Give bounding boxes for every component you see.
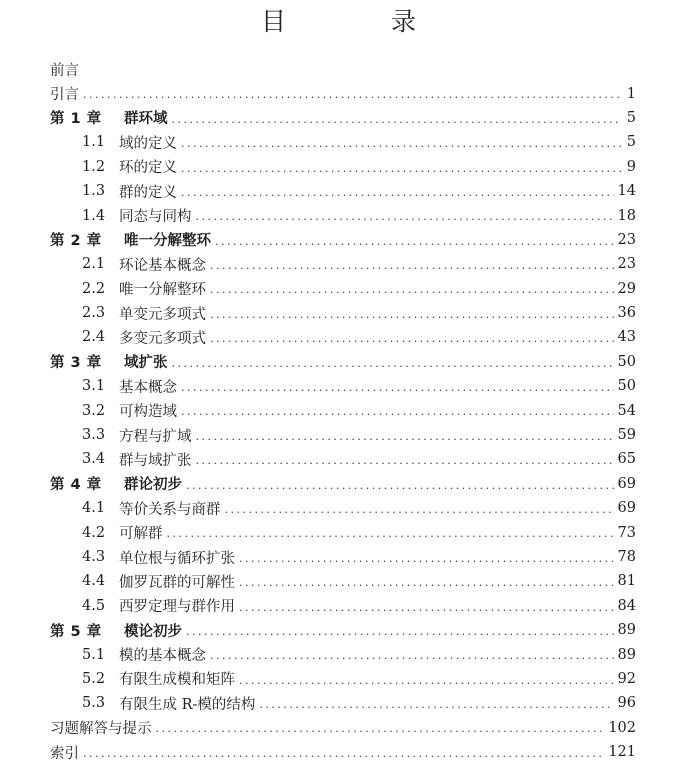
- dot-leader: [210, 282, 614, 297]
- page-number: 59: [617, 427, 636, 444]
- chapter-number: 第 2 章: [50, 233, 102, 250]
- section-number: 3.2: [82, 402, 106, 419]
- entry-title: 可解群: [119, 526, 163, 543]
- toc-section-entry[interactable]: [50, 667, 636, 691]
- dot-leader: [181, 185, 614, 200]
- toc-entry[interactable]: [50, 81, 636, 105]
- section-number: 4.5: [82, 597, 106, 614]
- dot-leader: [181, 380, 614, 395]
- dot-leader: [215, 234, 614, 249]
- dot-leader: [225, 502, 614, 517]
- page-number: 89: [617, 622, 636, 639]
- page-number: 23: [617, 256, 636, 273]
- page-number: 69: [617, 500, 636, 517]
- entry-title: 索引: [50, 745, 79, 762]
- dot-leader: [239, 600, 614, 615]
- chapter-number: 第 5 章: [50, 623, 102, 640]
- page-number: 69: [617, 475, 636, 492]
- section-number: 1.4: [82, 207, 106, 224]
- dot-leader: [156, 721, 605, 736]
- entry-title: 唯一分解整环: [119, 282, 206, 299]
- entry-title: 环的定义: [119, 160, 177, 177]
- entry-title: 习题解答与提示: [50, 721, 152, 738]
- toc-chapter-entry[interactable]: [50, 228, 636, 252]
- dot-leader: [259, 697, 613, 712]
- entry-title: 模论初步: [124, 623, 182, 640]
- entry-title: 单位根与循环扩张: [119, 550, 235, 567]
- chapter-number: 第 3 章: [50, 355, 102, 372]
- toc-section-entry[interactable]: [50, 130, 636, 154]
- page-number: 65: [617, 451, 636, 468]
- page-number: 9: [626, 158, 636, 175]
- toc-section-entry[interactable]: [50, 520, 636, 544]
- dot-leader: [83, 746, 604, 761]
- toc-section-entry[interactable]: [50, 569, 636, 593]
- toc-section-entry[interactable]: [50, 423, 636, 447]
- section-number: 2.4: [82, 329, 106, 346]
- entry-title: 单变元多项式: [119, 306, 206, 323]
- entry-title: 引言: [50, 87, 79, 104]
- entry-title: 等价关系与商群: [119, 501, 221, 518]
- entry-title: 群的定义: [119, 184, 177, 201]
- toc-section-entry[interactable]: [50, 691, 636, 715]
- section-number: 3.4: [82, 451, 106, 468]
- dot-leader: [210, 258, 614, 273]
- dot-leader: [186, 624, 614, 639]
- dot-leader: [196, 429, 614, 444]
- dot-leader: [196, 209, 614, 224]
- dot-leader: [181, 404, 614, 419]
- entry-title: 模的基本概念: [119, 648, 206, 665]
- dot-leader: [239, 551, 614, 566]
- section-number: 2.2: [82, 280, 106, 297]
- dot-leader: [181, 136, 622, 151]
- page-number: 73: [617, 524, 636, 541]
- toc-entry[interactable]: [50, 716, 636, 740]
- section-number: 3.1: [82, 378, 106, 395]
- entry-title: 方程与扩域: [119, 428, 192, 445]
- entry-title: 多变元多项式: [119, 330, 206, 347]
- page-number: 121: [608, 744, 636, 761]
- page-number: 81: [617, 573, 636, 590]
- chapter-number: 第 4 章: [50, 477, 102, 494]
- page-number: 50: [617, 378, 636, 395]
- dot-leader: [172, 112, 623, 127]
- page-title: 目 录: [260, 7, 456, 36]
- toc-chapter-entry[interactable]: [50, 106, 636, 130]
- page-number: 23: [617, 231, 636, 248]
- page-number: 50: [617, 353, 636, 370]
- page-number: 5: [626, 134, 636, 151]
- entry-title: 伽罗瓦群的可解性: [119, 574, 235, 591]
- page-number: 29: [617, 280, 636, 297]
- toc-section-entry[interactable]: [50, 447, 636, 471]
- dot-leader: [167, 526, 614, 541]
- page-number: 5: [626, 109, 636, 126]
- chapter-number: 第 1 章: [50, 111, 102, 128]
- toc-section-entry[interactable]: [50, 301, 636, 325]
- section-number: 3.3: [82, 427, 106, 444]
- page-number: 1: [626, 85, 636, 102]
- dot-leader: [239, 575, 614, 590]
- page-number: 84: [617, 597, 636, 614]
- page-number: 18: [617, 207, 636, 224]
- entry-title: 前言: [50, 62, 79, 79]
- dot-leader: [83, 87, 622, 102]
- table-of-contents: [50, 57, 636, 764]
- toc-section-entry[interactable]: [50, 374, 636, 398]
- section-number: 4.1: [82, 500, 106, 517]
- toc-section-entry[interactable]: [50, 496, 636, 520]
- page-number: 89: [617, 646, 636, 663]
- dot-leader: [172, 356, 614, 371]
- toc-entry[interactable]: [50, 740, 636, 764]
- toc-section-entry[interactable]: [50, 252, 636, 276]
- entry-title: 有限生成模和矩阵: [119, 672, 235, 689]
- section-number: 5.1: [82, 646, 106, 663]
- page-number: 78: [617, 549, 636, 565]
- toc-section-entry[interactable]: [50, 325, 636, 349]
- page-number: 14: [617, 183, 636, 200]
- section-number: 4.3: [82, 549, 106, 565]
- section-number: 1.1: [82, 134, 106, 151]
- entry-title: 群论初步: [124, 477, 182, 494]
- toc-entry[interactable]: [50, 57, 636, 81]
- toc-chapter-entry[interactable]: [50, 472, 636, 496]
- entry-title: 基本概念: [119, 379, 177, 396]
- toc-section-entry[interactable]: [50, 642, 636, 666]
- toc-section-entry[interactable]: [50, 398, 636, 422]
- entry-title: 域的定义: [119, 135, 177, 152]
- entry-title: 唯一分解整环: [124, 233, 211, 250]
- toc-section-entry[interactable]: [50, 179, 636, 203]
- toc-section-entry[interactable]: [50, 155, 636, 179]
- page-number: 36: [617, 305, 636, 322]
- toc-section-entry[interactable]: [50, 203, 636, 227]
- dot-leader: [239, 673, 614, 688]
- entry-title: 西罗定理与群作用: [119, 599, 235, 616]
- page-number: 54: [617, 402, 636, 419]
- entry-title: 可构造域: [119, 404, 177, 421]
- dot-leader: [210, 307, 614, 322]
- section-number: 4.4: [82, 573, 106, 590]
- entry-title: 群与域扩张: [119, 452, 192, 469]
- section-number: 2.3: [82, 305, 106, 322]
- dot-leader: [210, 331, 614, 346]
- toc-section-entry[interactable]: [50, 277, 636, 301]
- toc-section-entry[interactable]: [50, 594, 636, 618]
- entry-title: 群环域: [124, 111, 168, 128]
- entry-title: 环论基本概念: [119, 257, 206, 274]
- page-number: 92: [617, 670, 636, 687]
- dot-leader: [210, 648, 614, 663]
- entry-title: 有限生成 R-模的结构: [119, 696, 256, 713]
- entry-title: 域扩张: [124, 355, 168, 372]
- dot-leader: [181, 161, 622, 176]
- page-number: 96: [617, 695, 636, 712]
- section-number: 2.1: [82, 256, 106, 273]
- entry-title: 同态与同构: [119, 209, 192, 226]
- toc-chapter-entry[interactable]: [50, 350, 636, 374]
- section-number: 5.3: [82, 695, 106, 712]
- page-number: 43: [617, 329, 636, 346]
- toc-section-entry[interactable]: [50, 545, 636, 569]
- toc-chapter-entry[interactable]: [50, 618, 636, 642]
- section-number: 1.3: [82, 183, 106, 200]
- section-number: 5.2: [82, 670, 106, 687]
- page-number: 102: [608, 719, 636, 736]
- section-number: 4.2: [82, 524, 106, 541]
- section-number: 1.2: [82, 158, 106, 175]
- dot-leader: [196, 453, 614, 468]
- dot-leader: [186, 478, 614, 493]
